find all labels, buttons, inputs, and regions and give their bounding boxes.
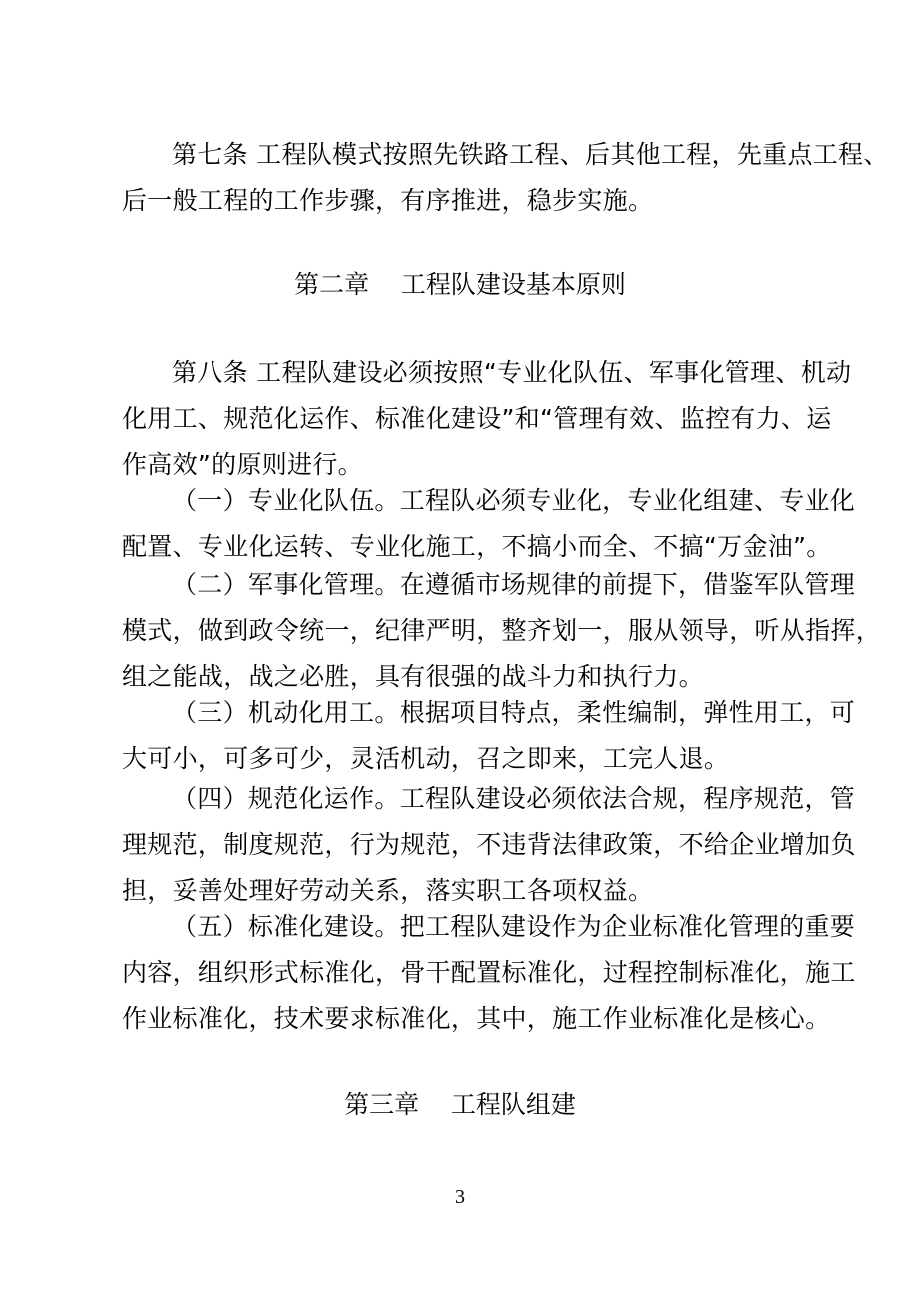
item-3-line-1: （三）机动化用工。根据项目特点，柔性编制，弹性用工，可 [172, 698, 856, 727]
article-7 [122, 132, 889, 224]
article-8-line-1: 第八条 工程队建设必须按照“专业化队伍、军事化管理、机动 [172, 358, 852, 387]
item-1-line-2: 配置、专业化运转、专业化施工，不搞小而全、不搞“万金油”。 [122, 532, 832, 561]
item-5 [122, 904, 856, 1042]
item-2 [122, 562, 882, 700]
item-4-line-1: （四）规范化运作。工程队建设必须依法合规，程序规范，管 [172, 784, 856, 813]
article-8-line-2: 化用工、规范化运作、标准化建设”和“管理有效、监控有力、运 [122, 404, 832, 433]
item-3 [122, 690, 856, 782]
item-2-line-3: 组之能战，战之必胜，具有很强的战斗力和执行力。 [122, 662, 704, 691]
article-8-line-3: 作高效”的原则进行。 [122, 450, 363, 479]
item-1-line-1: （一）专业化队伍。工程队必须专业化，专业化组建、专业化 [172, 486, 856, 515]
item-5-line-3: 作业标准化，技术要求标准化，其中，施工作业标准化是核心。 [122, 1004, 831, 1033]
article-7-line-2: 后一般工程的工作步骤，有序推进，稳步实施。 [122, 186, 654, 215]
item-5-line-1: （五）标准化建设。把工程队建设作为企业标准化管理的重要 [172, 912, 856, 941]
item-4-line-2: 理规范，制度规范，行为规范，不违背法律政策，不给企业增加负 [122, 830, 856, 859]
item-1 [122, 478, 856, 570]
item-3-line-2: 大可小，可多可少，灵活机动，召之即来，工完人退。 [122, 744, 730, 773]
article-7-line-1: 第七条 工程队模式按照先铁路工程、后其他工程，先重点工程、 [172, 140, 889, 169]
item-4-line-3: 担，妥善处理好劳动关系，落实职工各项权益。 [122, 876, 654, 905]
page-number: 3 [455, 1186, 465, 1208]
item-4 [122, 776, 856, 914]
article-8 [122, 350, 852, 488]
chapter-2-heading: 第二章 工程队建设基本原则 [294, 270, 626, 299]
chapter-3-heading: 第三章 工程队组建 [344, 1090, 576, 1119]
item-2-line-2: 模式，做到政令统一，纪律严明，整齐划一，服从领导，听从指挥， [122, 616, 882, 645]
item-2-line-1: （二）军事化管理。在遵循市场规律的前提下，借鉴军队管理 [172, 570, 856, 599]
item-5-line-2: 内容，组织形式标准化，骨干配置标准化，过程控制标准化，施工 [122, 958, 856, 987]
